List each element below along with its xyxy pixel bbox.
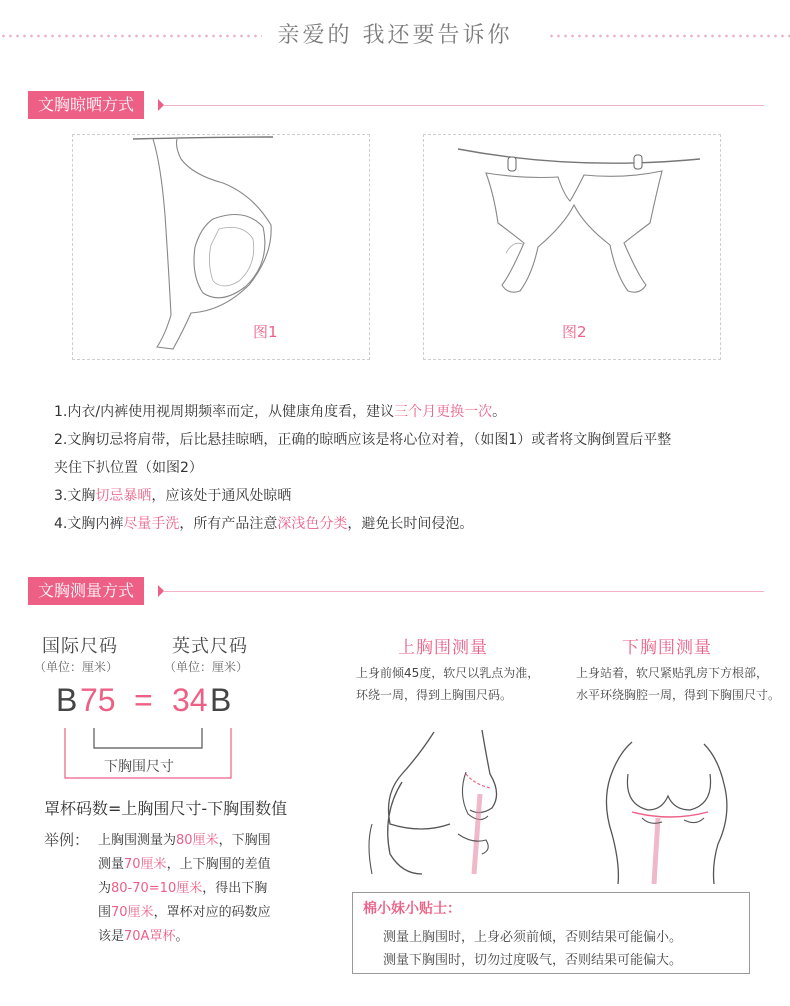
note-1: [54, 401, 506, 423]
note-1-highlight: 三个月更换一次: [394, 404, 493, 420]
example-4-end: ，罩杯对应的码数应: [153, 905, 271, 920]
cup-formula: 罩杯码数=上胸围尺寸-下胸围数值: [44, 799, 288, 818]
example-4-text: 围: [98, 905, 112, 920]
banner-rule: [164, 105, 764, 106]
underbust-size-label: 下胸围尺寸: [104, 759, 174, 775]
section-banner-drying: 文胸晾晒方式: [28, 91, 144, 119]
figure-1-label: 图1: [253, 323, 278, 341]
note-2-text-2: 夹住下扒位置（如图2）: [54, 460, 203, 476]
example-5-value: 70A罩杯: [124, 929, 176, 944]
lower-bust-illustration: [592, 734, 752, 884]
example-2-text: 测量: [98, 857, 125, 872]
note-2-continued: [54, 457, 203, 479]
example-2-value: 70厘米: [124, 857, 167, 872]
lower-bust-title: 下胸围测量: [622, 638, 712, 658]
example-line-5: [98, 925, 188, 949]
example-4-value: 70厘米: [111, 905, 154, 920]
bra-hanging-side-illustration: [73, 135, 371, 361]
example-line-1: [98, 829, 271, 853]
uk-size-title: 英式尺码: [172, 636, 248, 657]
size-letter-uk: B: [210, 682, 232, 718]
note-4-end: ，避免长时间侵泡。: [347, 516, 474, 532]
size-number-uk: 34: [172, 682, 208, 718]
tips-title: 棉小妹小贴士：: [363, 901, 461, 917]
note-2-text: 2.文胸切忌将肩带，后比悬挂晾晒，正确的晾晒应该是将心位对着，（如图1）或者将文胸倒置后平整: [54, 432, 672, 448]
note-3-end: ，应该处于通风处晾晒: [151, 488, 292, 504]
size-number-intl: 75: [80, 682, 116, 718]
example-3-end: ，得出下胸: [202, 881, 268, 896]
upper-bust-desc-1: 上身前倾45度，软尺以乳点为准，: [356, 666, 540, 680]
example-5-text: 该是: [98, 929, 125, 944]
example-label: 举例：: [44, 831, 90, 849]
example-line-2: [98, 853, 271, 877]
tips-box: [352, 892, 750, 974]
equals-sign: =: [134, 682, 153, 718]
uk-size-unit: （单位：厘米）: [164, 660, 249, 674]
example-line-3: [98, 877, 267, 901]
banner-rule: [164, 591, 764, 592]
figure-1-panel: [72, 134, 370, 360]
example-3-value: 80-70=10厘米: [111, 881, 203, 896]
page-title: 亲爱的 我还要告诉你: [277, 23, 513, 48]
note-3-highlight: 切忌暴晒: [95, 488, 152, 504]
lower-bust-desc-1: 上身站着，软尺紧贴乳房下方根部，: [576, 666, 769, 680]
size-letter-intl: B: [56, 682, 78, 718]
figure-2-panel: [423, 134, 721, 360]
note-2: [54, 429, 671, 451]
example-2-end: ，上下胸围的差值: [166, 857, 271, 872]
example-1-text: 上胸围测量为: [98, 833, 177, 848]
international-size-unit: （单位：厘米）: [34, 660, 119, 674]
note-1-end: 。: [492, 404, 507, 420]
example-3-text: 为: [98, 881, 112, 896]
example-line-4: [98, 901, 271, 925]
note-1-text: 1.内衣/内裤使用视周期频率而定，从健康角度看，建议: [54, 404, 395, 420]
example-5-end: 。: [175, 929, 189, 944]
note-4-highlight-1: 尽量手洗: [123, 516, 180, 532]
upper-bust-illustration: [362, 724, 542, 884]
note-4: [54, 513, 473, 535]
example-1-end: ，下胸围: [218, 833, 271, 848]
note-4-highlight-2: 深浅色分类: [277, 516, 348, 532]
upper-bust-desc-2: 环绕一周，得到上胸围尺码。: [356, 688, 513, 702]
tip-line-2: 测量下胸围时，切勿过度吸气，否则结果可能偏大。: [383, 953, 683, 968]
section-banner-measure: 文胸测量方式: [28, 577, 144, 605]
note-4-middle: ，所有产品注意: [179, 516, 278, 532]
upper-bust-title: 上胸围测量: [398, 638, 488, 658]
lower-bust-desc-2: 水平环绕胸腔一周，得到下胸围尺寸。: [576, 688, 781, 702]
figure-2-label: 图2: [562, 323, 587, 341]
note-3-text: 3.文胸: [54, 488, 96, 504]
note-4-text: 4.文胸内裤: [54, 516, 124, 532]
international-size-title: 国际尺码: [42, 636, 118, 657]
example-1-value: 80厘米: [176, 833, 219, 848]
note-3: [54, 485, 291, 507]
tip-line-1: 测量上胸围时，上身必须前倾，否则结果可能偏小。: [383, 930, 683, 945]
